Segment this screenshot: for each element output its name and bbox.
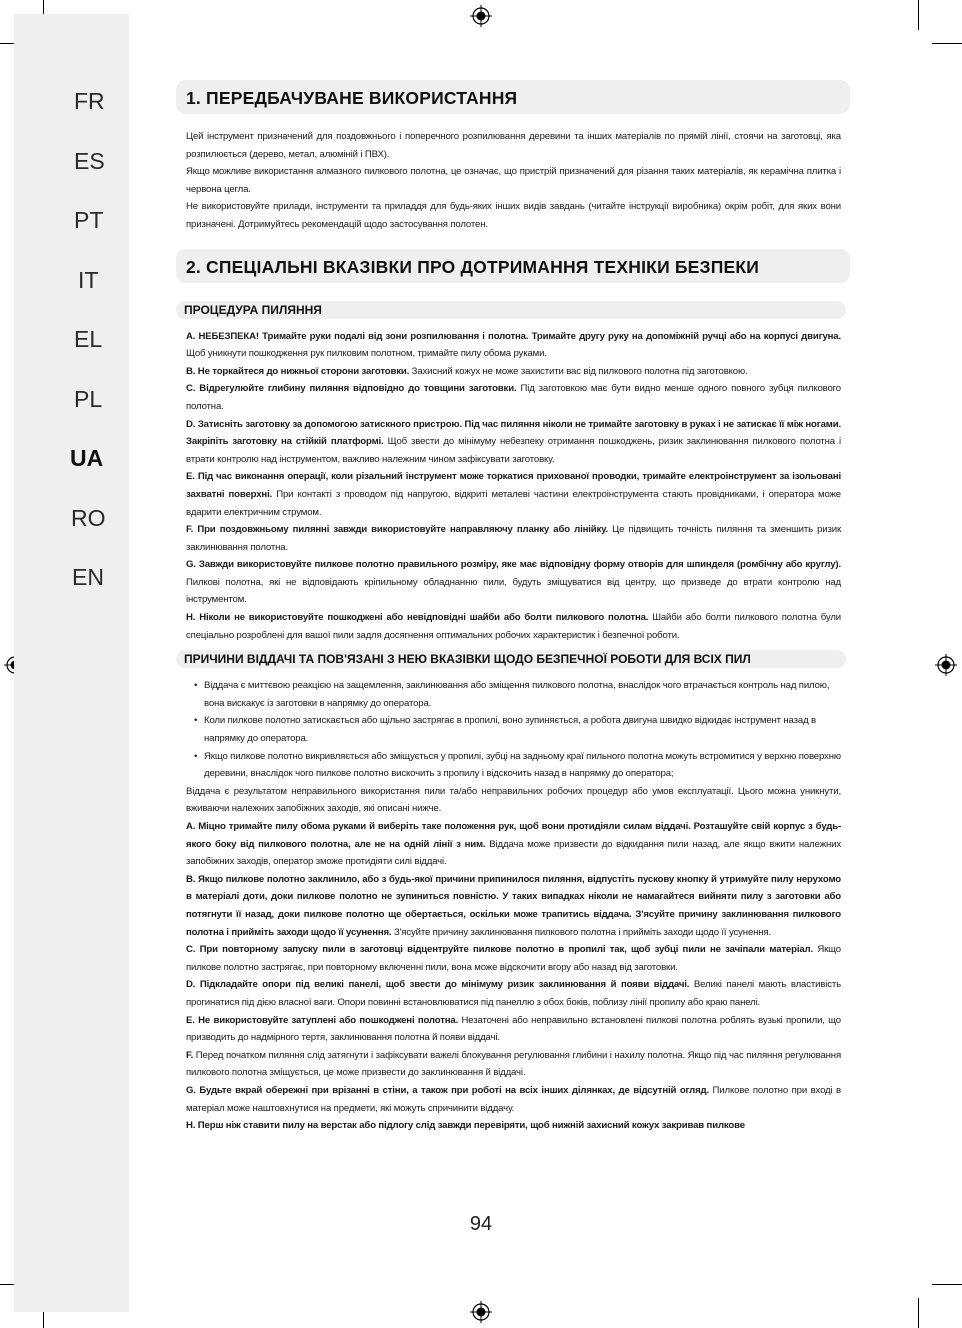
crop-mark xyxy=(918,1298,919,1328)
instruction-item: C. При повторному запуску пили в заготовці відцентруйте пилкове полотно в пропилі так, щоб зубці пили не зачіпали матеріал. Якщо пилкове полотно застрягає, при повторному включенні пили, вона може відскочити вгору або назад від заготовки. xyxy=(186,944,841,973)
section-1-paragraph: Не використовуйте прилади, інструменти та приладдя для будь-яких інших видів завдань (читайте інструкції виробника) окрім робіт, для яких вони призначені. Дотримуйтесь рекомендацій щодо застосування полотен. xyxy=(186,201,841,230)
instruction-item: H. Ніколи не використовуйте пошкоджені або невідповідні шайби або болти пилкового полотна. Шайби або болти пилкового полотна були спеціально розроблені для вашої пили задля досягнення оптимальних робочих характеристик і безпечної роботи. xyxy=(186,612,841,641)
instruction-item: A. НЕБЕЗПЕКА! Тримайте руки подалі від зони розпилювання і полотна. Тримайте другу руку на допоміжній ручці або на корпусі двигуна. Щоб уникнути пошкодження рук пилковим полотном, тримайте пилу обома руками. xyxy=(186,330,841,360)
bullet-item: • Віддача є миттєвою реакцією на защемлення, заклинювання або зміщення пилкового полотна, внаслідок чого втрачається контроль над пилою, вона вискакує із заготовки в напрямку до оператора. xyxy=(194,680,830,709)
page-number: 94 xyxy=(469,1213,493,1235)
instruction-item: B. Не торкайтеся до нижньої сторони заготовки. Захисний кожух не може захистити вас від пилкового полотна під заготовкою. xyxy=(186,365,748,377)
instruction-item: E. Не використовуйте затуплені або пошкоджені полотна. Незаточені або неправильно встановлені пилкові полотна роблять вузькі пропили, що призводить до надмірного тертя, заклинювання полотна й появи віддачі. xyxy=(186,1014,841,1044)
language-tab-es[interactable]: ES xyxy=(74,148,105,174)
registration-mark-icon xyxy=(470,1301,492,1323)
bullet-item: • Коли пилкове полотно затискається або щільно застрягає в пропилі, воно зупиняється, а робота двигуна швидко відкидає інструмент назад в напрямку до оператора. xyxy=(194,715,816,745)
language-tab-ro[interactable]: RO xyxy=(71,505,106,531)
crop-mark xyxy=(932,1284,962,1285)
bullet-item: • Якщо пилкове полотно викривляється або зміщується у пропилі, зубці на задньому краї пильного полотна можуть встромитися у верхню поверхню деревини, внаслідок чого пилкове полотно вискочить з пропилу і відскочить назад в напрямку до оператора; xyxy=(194,750,841,780)
subsection-sawing-procedure-heading: ПРОЦЕДУРА ПИЛЯННЯ xyxy=(176,301,846,319)
instruction-item: F. При поздовжньому пилянні завжди використовуйте направляючу планку або лінійку. Це підвищить точність пиляння та зменшить ризик заклинювання полотна. xyxy=(186,524,842,553)
language-tab-fr[interactable]: FR xyxy=(74,88,105,114)
registration-mark-icon xyxy=(470,5,492,27)
instruction-item: B. Якщо пилкове полотно заклинило, або з будь-якої причини припинилося пиляння, відпустіть пускову кнопку й утримуйте пилу нерухомо в матеріалі доти, доки пилкове полотно не зупиниться повністю. У таких випадках ніколи не намагайтеся вийняти пилу з заготовки або потягнути її назад, доки пилкове полотно ще обертається, оскільки може трапитись віддача. З'ясуйте причину заклинювання пилкового полотна і прийміть заходи щодо її усунення. З'ясуйте причину заклинювання пилкового полотна і прийміть заходи щодо її усунення. xyxy=(186,873,841,938)
language-tab-pt[interactable]: PT xyxy=(74,207,104,233)
section-1-paragraph: Цей інструмент призначений для поздовжнього і поперечного розпилювання деревини та інших матеріалів по прямій лінії, стоячи на заготовці, яка розпилюється (дерево, метал, алюміній і ПВХ). xyxy=(186,131,841,160)
instruction-item: H. Перш ніж ставити пилу на верстак або підлогу слід завжди перевіряти, щоб нижній захисний кожух закривав пилкове xyxy=(186,1120,745,1132)
instruction-item: G. Будьте вкрай обережні при врізанні в стіни, а також при роботі на всіх інших ділянках, де відсутній огляд. Пилкове полотно при вході в матеріал може наштовхнутися на предмети, які можуть спричинити віддачу. xyxy=(186,1084,841,1114)
instruction-item: C. Відрегулюйте глибину пиляння відповідно до товщини заготовки. Під заготовкою має бути видно менше одного повного зубця пилкового полотна. xyxy=(186,383,841,412)
crop-mark xyxy=(932,43,962,44)
main-content xyxy=(176,80,850,1135)
instruction-item: F. Перед початком пиляння слід затягнути і зафіксувати важелі блокування регулювання глибини і нахилу полотна. Якщо під час пиляння регулювання пилкового полотна зміщується, це може призвести до заклинювання й віддачі. xyxy=(186,1049,841,1079)
instruction-item: E. Під час виконання операції, коли різальний інструмент може торкатися прихованої проводки, тримайте електроінструмент за ізольовані захватні поверхні. При контакті з проводом під напругою, відкриті металеві частини електроінструмента стають провідниками, і оператора може вдарити електричним струмом. xyxy=(186,471,841,518)
crop-mark xyxy=(918,0,919,30)
section-1-heading: 1. ПЕРЕДБАЧУВАНЕ ВИКОРИСТАННЯ xyxy=(176,80,850,114)
instruction-item: A. Міцно тримайте пилу обома руками й виберіть таке положення рук, щоб вони протидіяли силам віддачі. Розташуйте свій корпус з будь-якого боку від пилкового полотна, але не на одній лінії з ним. Віддача може призвести до відкидання пили назад, але якщо вжити належних запобіжних заходів, оператор зможе протидіяти силі віддачі. xyxy=(186,821,841,868)
language-tab-en[interactable]: EN xyxy=(72,564,104,590)
registration-mark-icon xyxy=(935,654,957,676)
language-tab-ua[interactable]: UA xyxy=(70,445,104,471)
language-tab-el[interactable]: EL xyxy=(74,326,103,352)
subsection-kickback-heading: ПРИЧИНИ ВІДДАЧІ ТА ПОВ'ЯЗАНІ З НЕЮ ВКАЗІВКИ ЩОДО БЕЗПЕЧНОЇ РОБОТИ ДЛЯ ВСІХ ПИЛ xyxy=(176,650,846,668)
section-2-heading: 2. СПЕЦІАЛЬНІ ВКАЗІВКИ ПРО ДОТРИМАННЯ ТЕХНІКИ БЕЗПЕКИ xyxy=(176,249,850,283)
language-tab-it[interactable]: IT xyxy=(78,267,99,293)
section-1-paragraph: Якщо можливе використання алмазного пилкового полотна, це означає, що пристрій призначений для різання таких матеріалів, як керамічна плитка і червона цегла. xyxy=(186,166,841,195)
kickback-intro: Віддача є результатом неправильного використання пили та/або неправильних робочих процедур або умов експлуатації. Цього можна уникнути, вживаючи належних запобіжних заходів, які описані нижче. xyxy=(186,785,841,815)
instruction-item: D. Підкладайте опори під великі панелі, щоб звести до мінімуму ризик заклинювання й появи віддачі. Великі панелі мають властивість прогинатися під дією власної ваги. Опори повинні встановлюватися під панеллю з обох боків, поблизу лінії пропилу або краю панелі. xyxy=(186,979,841,1008)
instruction-item: G. Завжди використовуйте пилкове полотно правильного розміру, яке має відповідну форму отворів для шпинделя (ромбічну або круглу). Пилкові полотна, які не відповідають кріпильному обладнанню пили, будуть зміщуватися від центру, що призведе до втрати контролю над інструментом. xyxy=(186,559,841,606)
language-tab-pl[interactable]: PL xyxy=(74,386,103,412)
instruction-item: D. Затисніть заготовку за допомогою затискного пристрою. Під час пиляння ніколи не тримайте заготовку в руках і не затискає її між ногами. Закріпіть заготовку на стійкій платформі. Щоб звести до мінімуму небезпеку отримання пошкоджень, ризик заклинювання пилкового полотна і втрати контролю над інструментом, важливо належним чином зафіксувати заготовку. xyxy=(186,418,842,465)
